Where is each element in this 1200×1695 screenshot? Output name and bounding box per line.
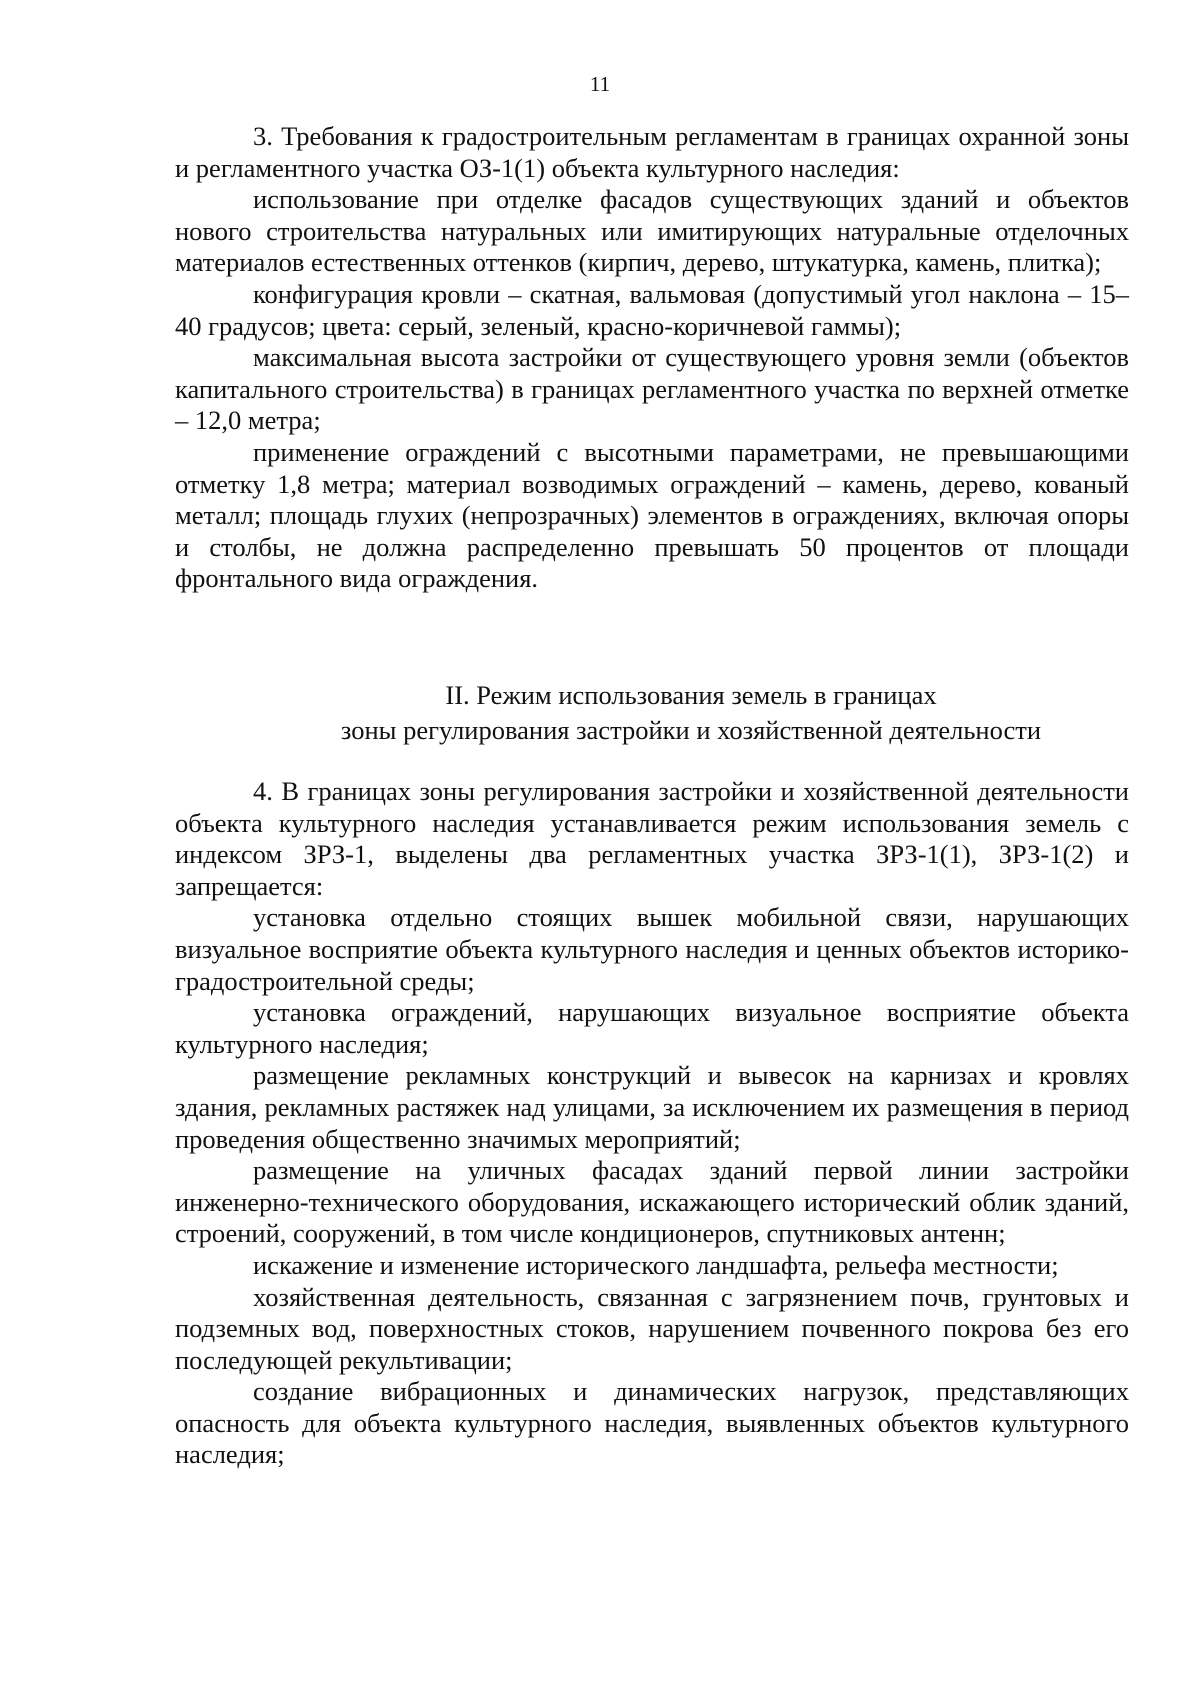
paragraph-facade-materials: использование при отделке фасадов существующих зданий и объектов нового строительства натуральных или имитирующих натуральные отделочных материалов естественных оттенков (кирпич, дерево, штукатурка, камень, плитка);	[175, 184, 1129, 278]
paragraph-roof-configuration: конфигурация кровли – скатная, вальмовая (допустимый угол наклона – 15–40 градусов; цвета: серый, зеленый, красно-коричневой гаммы);	[175, 278, 1129, 341]
paragraph-mobile-towers: установка отдельно стоящих вышек мобильной связи, нарушающих визуальное восприятие объекта культурного наследия и ценных объектов историко-градостроительной среды;	[175, 902, 1129, 996]
paragraph-advertising: размещение рекламных конструкций и вывесок на карнизах и кровлях здания, рекламных растяжек над улицами, за исключением их размещения в период проведения общественно значимых мероприятий;	[175, 1060, 1129, 1154]
section-heading-line-1: II. Режим использования земель в границах	[445, 680, 937, 710]
paragraph-landscape: искажение и изменение исторического ландшафта, рельефа местности;	[253, 1249, 1059, 1280]
paragraph-facade-equipment: размещение на уличных фасадах зданий первой линии застройки инженерно-технического оборудования, искажающего исторический облик зданий, строений, сооружений, в том числе кондиционеров, спутниковых антенн;	[175, 1155, 1129, 1249]
paragraph-4-intro: 4. В границах зоны регулирования застройки и хозяйственной деятельности объекта культурного наследия устанавливается режим использования земель с индексом ЗРЗ-1, выделены два регламентных участка ЗРЗ-1(1), ЗРЗ-1(2) и запрещается:	[175, 776, 1129, 901]
paragraph-pollution: хозяйственная деятельность, связанная с загрязнением почв, грунтовых и подземных вод, поверхностных стоков, нарушением почвенного покрова без его последующей рекультивации;	[175, 1281, 1129, 1375]
paragraph-3-intro: 3. Требования к градостроительным регламентам в границах охранной зоны и регламентного участка ОЗ-1(1) объекта культурного наследия:	[175, 121, 1129, 183]
page-number: 11	[589, 72, 611, 96]
section-heading	[175, 678, 1129, 748]
section-2-text	[175, 776, 1129, 1471]
paragraph-fences-prohibited: установка ограждений, нарушающих визуальное восприятие объекта культурного наследия;	[175, 997, 1129, 1059]
paragraph-vibration: создание вибрационных и динамических нагрузок, представляющих опасность для объекта культурного наследия, выявленных объектов культурного наследия;	[175, 1376, 1129, 1470]
paragraph-max-height: максимальная высота застройки от существующего уровня земли (объектов капитального строительства) в границах регламентного участка по верхней отметке – 12,0 метра;	[175, 342, 1129, 436]
paragraph-fences: применение ограждений с высотными параметрами, не превышающими отметку 1,8 метра; материал возводимых ограждений – камень, дерево, кованый металл; площадь глухих (непрозрачных) элементов в ограждениях, включая опоры и столбы, не должна распределенно превышать 50 процентов от площади фронтального вида ограждения.	[175, 436, 1129, 594]
section-1-text	[175, 121, 1129, 595]
section-heading-line-2: зоны регулирования застройки и хозяйственной деятельности	[340, 715, 1042, 745]
